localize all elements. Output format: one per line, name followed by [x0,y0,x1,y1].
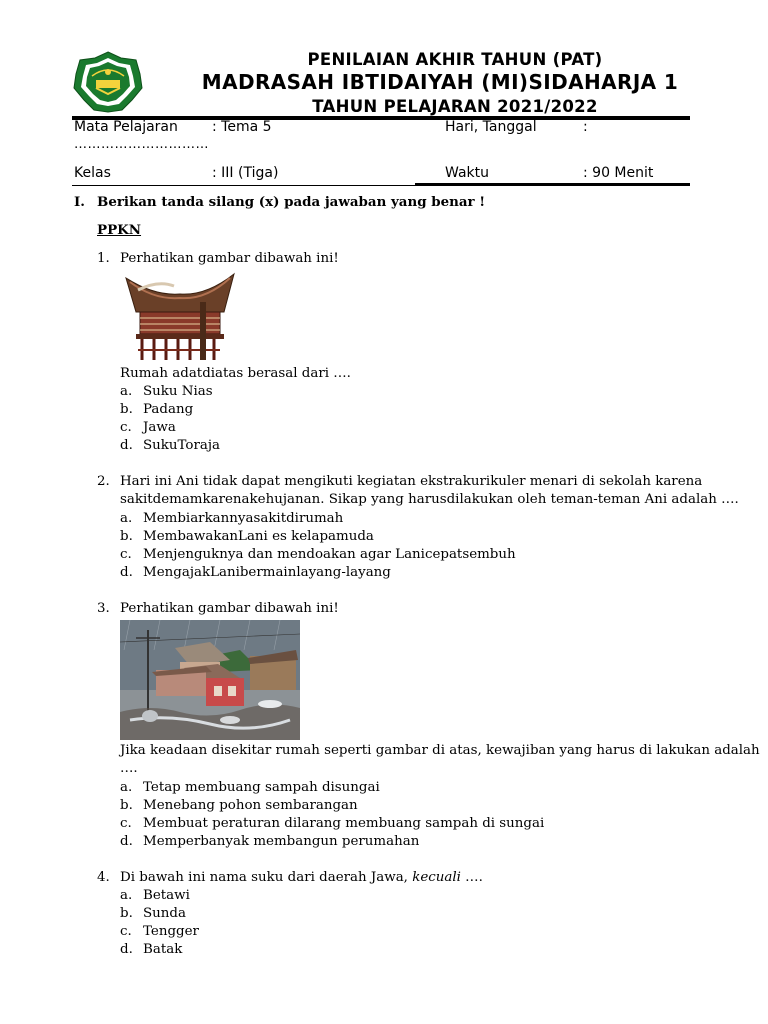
question-text-end: …. [460,870,483,885]
option-letter: a. [120,888,133,903]
school-name: MADRASAH IBTIDAIYAH (MI)SIDAHARJA 1 [201,70,679,94]
question-text: Perhatikan gambar dibawah ini! [120,251,339,266]
option-letter: b. [120,529,133,544]
option-letter: c. [120,924,132,939]
option-text[interactable]: Sunda [143,906,186,921]
option-text[interactable]: MengajakLanibermainlayang-layang [143,565,391,580]
option-text[interactable]: MembawakanLani es kelapamuda [143,529,374,544]
option-text[interactable]: Menebang pohon sembarangan [143,798,358,813]
section-number: I. [74,194,85,210]
option-text[interactable]: Padang [143,402,194,417]
question-text: …. [120,761,138,776]
option-letter: c. [120,816,132,831]
option-text[interactable]: Membuat peraturan dilarang membuang sampah di sungai [143,816,545,831]
option-letter: d. [120,565,133,580]
option-letter: d. [120,942,133,957]
academic-year: TAHUN PELAJARAN 2021/2022 [312,97,598,116]
question-number: 1. [97,251,110,266]
class-label: Kelas [74,165,111,181]
option-letter: b. [120,402,133,417]
option-text[interactable]: Membiarkannyasakitdirumah [143,511,344,526]
subject-label: Mata Pelajaran [74,119,178,135]
question-stem: Rumah adatdiatas berasal dari …. [120,366,351,381]
toraja-house-icon [124,272,236,362]
option-letter: b. [120,798,133,813]
date-label: Hari, Tanggal [445,119,537,135]
question-number: 4. [97,870,110,885]
question-text: Hari ini Ani tidak dapat mengikuti kegiatan ekstrakurikuler menari di sekolah karena [120,474,703,489]
option-letter: c. [120,420,132,435]
date-value: : [583,119,588,135]
question-text: sakitdemamkarenakehujanan. Sikap yang harusdilakukan oleh teman-teman Ani adalah …. [120,492,739,507]
time-label: Waktu [445,165,489,181]
time-value: : 90 Menit [583,165,654,181]
kemenag-logo-icon [72,50,144,114]
question-number: 3. [97,601,110,616]
option-text[interactable]: Tetap membuang sampah disungai [143,780,380,795]
question-text-italic: kecuali [412,870,461,885]
option-text[interactable]: Jawa [143,420,176,435]
question-text: Perhatikan gambar dibawah ini! [120,601,339,616]
question-text: Jika keadaan disekitar rumah seperti gambar di atas, kewajiban yang harus di lakukan adalah [120,743,760,758]
option-text[interactable]: Menjenguknya dan mendoakan agar Lanicepatsembuh [143,547,516,562]
option-text[interactable]: SukuToraja [143,438,221,453]
option-letter: d. [120,438,133,453]
option-letter: b. [120,906,133,921]
date-blank: ………………………… [74,137,209,152]
subject-value: : Tema 5 [212,119,272,135]
question-number: 2. [97,474,110,489]
option-text[interactable]: Batak [143,942,183,957]
exam-title: PENILAIAN AKHIR TAHUN (PAT) [307,50,603,69]
flood-village-icon [120,620,300,740]
option-letter: a. [120,511,133,526]
option-text[interactable]: Tengger [143,924,199,939]
option-letter: a. [120,384,133,399]
option-text[interactable]: Memperbanyak membangun perumahan [143,834,420,849]
section-instruction: Berikan tanda silang (x) pada jawaban yang benar ! [97,194,486,210]
option-letter: d. [120,834,133,849]
info-rule [72,185,690,186]
question-text-start: Di bawah ini nama suku dari daerah Jawa, [120,870,413,885]
option-letter: a. [120,780,133,795]
option-letter: c. [120,547,132,562]
option-text[interactable]: Betawi [143,888,190,903]
option-text[interactable]: Suku Nias [143,384,213,399]
subject-heading: PPKN [97,222,142,238]
class-value: : III (Tiga) [212,165,279,181]
question-text [120,869,483,887]
